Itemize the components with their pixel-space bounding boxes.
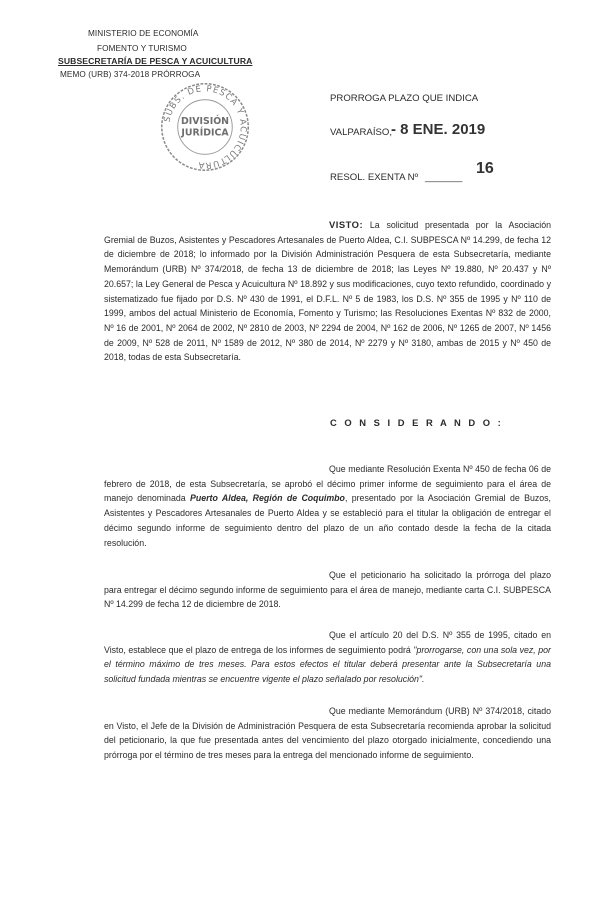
visto-paragraph <box>104 218 551 365</box>
visto-label: VISTO: <box>329 219 364 230</box>
subject-line: PRORROGA PLAZO QUE INDICA <box>330 93 479 104</box>
p1-text-a: Que mediante Resolución Exenta Nº 450 de fecha 06 de febrero de 2018, de esta Subsecretaría, se aprobó el décimo primer informe de seguimiento para el área de manejo denominada <box>104 464 551 504</box>
stamp-center-line1: DIVISIÓN <box>180 116 230 128</box>
considerando-paragraph-4: Que mediante Memorándum (URB) Nº 374/2018, citado en Visto, el Jefe de la División de Administración Pesquera de esta Subsecretaría recomienda aprobar la solicitud del peticionario, la que fue presentada antes del vencimiento del plazo otorgado inicialmente, concediendo una prórroga por el término de tres meses para la entrega del mencionado informe de seguimiento. <box>104 706 551 761</box>
date-stamp: - 8 ENE. 2019 <box>391 121 486 138</box>
division-juridica-stamp <box>158 80 252 174</box>
considerando-title: C O N S I D E R A N D O : <box>330 417 504 428</box>
considerando-paragraph-2: Que el peticionario ha solicitado la prórroga del plazo para entregar el décimo segundo informe de seguimiento para el área de manejo, mediante carta C.I. SUBPESCA Nº 14.299 de fecha 12 de diciembre de 2018. <box>104 570 551 610</box>
p1-area-name: Puerto Aldea, Región de Coquimbo <box>190 493 345 504</box>
resol-blank: _______ <box>425 172 463 183</box>
header-memo: MEMO (URB) 374-2018 PRÓRROGA <box>60 70 201 79</box>
place-label: VALPARAÍSO, <box>330 127 393 138</box>
stamp-ring-text: SUBS. DE PESCA Y ACUICULTURA <box>161 83 249 171</box>
resol-label: RESOL. EXENTA Nº <box>330 172 419 183</box>
header-fomento: FOMENTO Y TURISMO <box>97 44 187 53</box>
considerando-paragraph-1 <box>104 462 551 550</box>
p3-text-a: Que el artículo 20 del D.S. Nº 355 de 1995, citado en Visto, establece que el plazo de entrega de los informes de seguimiento podrá <box>104 630 551 655</box>
visto-text: La solicitud presentada por la Asociación Gremial de Buzos, Asistentes y Pescadores Artesanales de Puerto Aldea, C.I. SUBPESCA Nº 14.299, de fecha 12 de diciembre de 2018; lo informado por la División Administración Pesquera de esta Subsecretaría, mediante Memorándum (URB) Nº 374/2018, de fecha 13 de diciembre de 2018; las Leyes Nº 19.880, Nº 20.437 y Nº 20.657; la Ley General de Pesca y Acuicultura Nº 18.892 y sus modificaciones, cuyo texto refundido, coordinado y sistematizado fue fijado por D.S. Nº 430 de 1991, el D.F.L. Nº 5 de 1983, los D.S. Nº 355 de 1995 y Nº 110 de 1999, ambos del actual Ministerio de Economía, Fomento y Turismo; las Resoluciones Exentas Nº 832 de 2000, Nº 16 de 2001, Nº 2064 de 2002, Nº 2810 de 2003, Nº 2294 de 2004, Nº 162 de 2006, Nº 1265 de 2007, Nº 1456 de 2009, Nº 528 de 2011, Nº 1589 de 2012, Nº 380 de 2014, Nº 2279 y Nº 3180, ambas de 2015 y Nº 450 de 2018, todas de esta Subsecretaría. <box>104 220 551 363</box>
p3-quote: "prorrogarse, con una sola vez, por el término máximo de tres meses. Para estos efectos el titular deberá presentar ante la Subsecretaría una solicitud fundada mientras se encuentre vigente el plazo señalado por resolución". <box>104 644 551 685</box>
resol-number: 16 <box>476 160 494 177</box>
considerando-paragraph-3 <box>104 628 551 687</box>
p1-text-c: , presentado por la Asociación Gremial de Buzos, Asistentes y Pescadores Artesanales de Puerto Aldea y se estableció para el titular la obligación de entregar el décimo segundo informe de seguimiento dentro del plazo de un año contado desde la fecha de la citada resolución. <box>104 493 551 548</box>
stamp-center-line2: JURÍDICA <box>181 127 229 139</box>
header-subsecretaria: SUBSECRETARÍA DE PESCA Y ACUICULTURA <box>58 56 253 66</box>
header-ministry: MINISTERIO DE ECONOMÍA <box>88 29 199 38</box>
